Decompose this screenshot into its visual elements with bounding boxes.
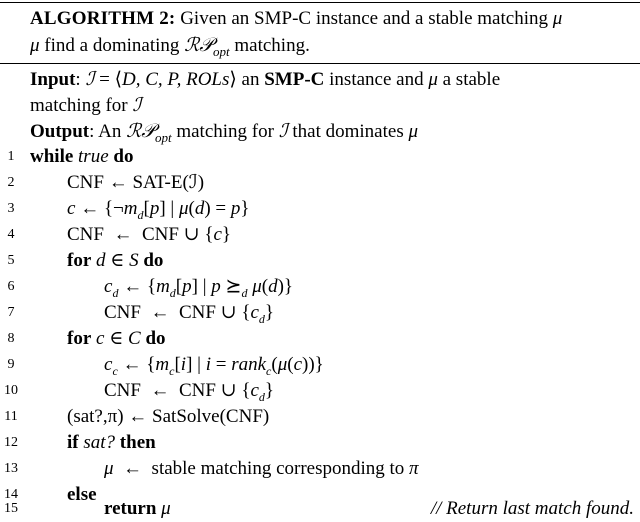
caption-text-2: find a dominating: [39, 35, 185, 56]
algorithm-line: 9 $c_c$ ← {$m_c[i]$ | i = rank$_c$(μ(c))}: [0, 352, 640, 378]
algorithm-line: 5 for d ∈ S do: [0, 248, 640, 274]
algorithm-line: 4 CNF ← CNF ∪ {c}: [0, 222, 640, 248]
line-number: 1: [7, 149, 15, 164]
output-label: Output: [30, 121, 90, 142]
algorithm-line: 11 (sat?,π) ← SatSolve(CNF): [0, 404, 640, 430]
line-number: 8: [7, 331, 15, 346]
caption-rp: ℛ𝒫: [184, 34, 213, 56]
caption-text-3: matching.: [229, 35, 310, 56]
algorithm-line: 13 μ ← stable matching corresponding to π: [0, 456, 640, 482]
instance-symbol: ℐ: [85, 68, 95, 90]
input-label: Input: [30, 69, 76, 90]
algorithm-label: ALGORITHM 2:: [30, 8, 176, 29]
code-comment: // Return last match found.: [430, 498, 634, 519]
algorithm-line: 10 CNF ← CNF ∪ $\{c_d\}$: [0, 378, 640, 404]
line-number: 3: [7, 201, 15, 216]
algorithm-line: 2 CNF ← SAT-E(ℐ): [0, 170, 640, 196]
line-number: 10: [4, 383, 18, 398]
algorithm-line: 12 if sat? then: [0, 430, 640, 456]
caption-opt: opt: [213, 43, 230, 59]
line-number: 15: [4, 501, 18, 516]
line-number: 9: [7, 357, 15, 372]
input-line-1: Input: ℐ = ⟨D, C, P, ROLs⟩ an SMP-C instance and μ a stable: [30, 68, 501, 90]
top-rule: [0, 2, 640, 3]
algorithm-line: 1 while true do: [0, 144, 640, 170]
line-number: 7: [7, 305, 15, 320]
caption-mu: μ: [552, 8, 563, 29]
instance-tuple: D, C, P, ROLs: [122, 69, 230, 90]
algorithm-line: 15 return μ // Return last match found.: [0, 496, 640, 522]
algorithm-line: 8 for c ∈ C do: [0, 326, 640, 352]
output-line: Output: An ℛ𝒫$_{opt}$ matching for ℐ that dominates μ: [30, 120, 419, 145]
algorithm-line: 7 CNF ← CNF ∪ $\{c_d\}$: [0, 300, 640, 326]
algorithm-line: 3 c ← {$\neg m_d[p]$ | μ(d) = p}: [0, 196, 640, 222]
line-number: 14: [4, 487, 18, 502]
caption-rule: [0, 63, 640, 64]
caption-text-1: Given an SMP-C instance and a stable matching: [175, 8, 553, 29]
line-number: 4: [7, 227, 15, 242]
line-number: 2: [7, 175, 15, 190]
input-line-2: matching for ℐ: [30, 94, 142, 116]
caption-mu-2: μ: [30, 35, 40, 56]
line-number: 13: [4, 461, 18, 476]
algorithm-line: 6 $c_d$ ← {$m_d[p]$ | p $⪰_d$ μ(d)}: [0, 274, 640, 300]
line-number: 11: [4, 409, 18, 424]
algorithm-caption: [30, 6, 636, 65]
line-number: 12: [4, 435, 18, 450]
algorithm-line: 14 else: [0, 482, 640, 508]
smpc-keyword: SMP-C: [264, 69, 325, 90]
line-number: 5: [7, 253, 15, 268]
line-number: 6: [7, 279, 15, 294]
